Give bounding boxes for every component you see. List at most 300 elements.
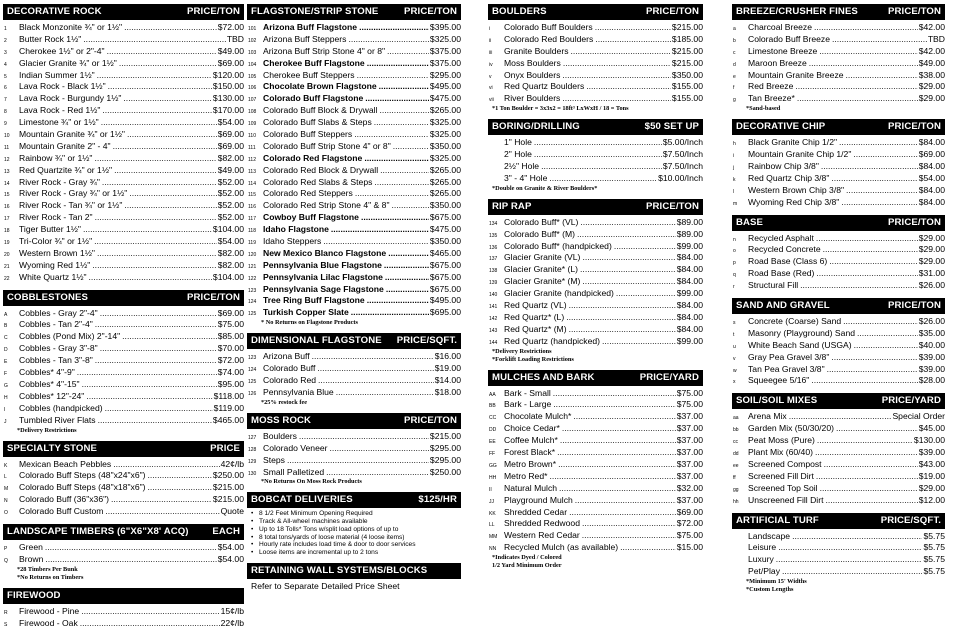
product-label: River Rock - Gray	[19, 176, 88, 187]
section-decorative-rock	[3, 4, 244, 284]
product-name	[504, 459, 676, 471]
product-label: Glacier Granite*	[504, 264, 566, 275]
product-price: $325.00	[429, 152, 461, 163]
product-name	[263, 351, 434, 363]
product-label: Squeegee 5/16"	[748, 375, 810, 386]
product-label: Mountain Granite Chip 1/2"	[748, 149, 852, 160]
product-name	[263, 455, 429, 467]
item-code: vii	[489, 97, 494, 104]
column-4	[732, 4, 945, 594]
product-label: White Beach Sand (USGA)	[748, 339, 852, 350]
product-price: $26.00	[918, 280, 945, 291]
bobcat-note: • Track & All-wheel machines available	[247, 518, 461, 526]
section-header	[732, 298, 945, 314]
product-label: Colorado Buff Block & Drywall	[263, 105, 378, 116]
section-footnote: *1 Ton Boulder = 3x3x2 = 18ft³ LxWxH / 18 = Tons	[492, 105, 629, 113]
product-label: Colorado Red Boulders	[504, 33, 594, 44]
product-price: $84.00	[676, 276, 703, 287]
product-label: Colorado Buff Steppers	[263, 129, 353, 140]
product-row	[488, 264, 703, 276]
item-code: 130	[248, 470, 257, 477]
product-label: Chocolate Mulch*	[504, 411, 572, 422]
column-2	[247, 4, 461, 592]
product-price: $49.00	[217, 45, 244, 56]
item-code: 140	[489, 292, 498, 299]
item-code: 114	[248, 180, 256, 187]
item-code: x	[733, 379, 736, 386]
bobcat-note: • Loose items are incremental up to 2 tons	[247, 549, 461, 557]
product-price: $325.00	[429, 117, 461, 128]
item-code: II	[489, 486, 492, 493]
product-name	[263, 200, 429, 212]
section-title: BASE	[736, 216, 764, 228]
item-code: 22	[4, 275, 10, 282]
item-code: 136	[489, 244, 498, 251]
product-price: $84.00	[918, 137, 945, 148]
product-name	[19, 494, 212, 506]
product-row	[247, 260, 461, 272]
section-footnote: *No Returns on Timbers	[17, 573, 84, 581]
item-code: 2	[4, 37, 7, 44]
item-code: vi	[489, 85, 493, 92]
product-name	[263, 93, 429, 105]
product-label: Lava Rock - Burgundy	[19, 93, 105, 104]
product-row	[3, 177, 244, 189]
product-label: Shredded Cedar	[504, 506, 568, 517]
item-code: 144	[489, 339, 498, 346]
product-label: Brown	[19, 553, 44, 564]
product-label: Luxury	[748, 554, 774, 565]
product-price: $84.00	[676, 300, 703, 311]
product-label: Onyx Boulders	[504, 69, 561, 80]
section-title: MOSS ROCK	[251, 414, 312, 426]
product-name	[748, 447, 918, 459]
product-label: 3" - 4" Hole	[504, 172, 548, 183]
product-name	[504, 447, 676, 459]
section-title: BOBCAT DELIVERIES	[251, 494, 353, 506]
section-mulches-and-bark	[488, 370, 703, 570]
product-label: Colorado Buff Slabs & Steps	[263, 117, 372, 128]
item-code: 125	[248, 311, 257, 318]
product-name	[263, 307, 429, 319]
product-label: Lava Rock - Red	[19, 105, 84, 116]
product-name	[504, 423, 676, 435]
product-row	[3, 224, 244, 236]
section-price-heading: PRICE/TON	[646, 6, 699, 17]
item-code: u	[733, 343, 736, 350]
product-name	[748, 268, 918, 280]
product-size: (VL)	[562, 216, 579, 227]
section-landscape-timbers-6-x6-x8-acq	[3, 524, 244, 582]
product-row	[488, 411, 703, 423]
product-price: $37.00	[676, 458, 703, 469]
product-name	[19, 391, 213, 403]
product-label: Colorado Buff Steps (48"x18"x6")	[19, 482, 146, 493]
product-row	[732, 256, 945, 268]
product-name	[263, 248, 429, 260]
product-row	[732, 554, 945, 566]
section-price-heading: $125/HR	[418, 494, 457, 506]
item-code: j	[733, 165, 735, 172]
bobcat-note: • Hourly rate includes load time & door to door services	[247, 541, 461, 549]
product-size: ¾" or 1½"	[84, 22, 123, 32]
product-label: Black Granite Chip 1/2"	[748, 137, 838, 148]
product-size: 2"-14"	[96, 331, 121, 342]
product-name	[504, 435, 676, 447]
bobcat-note: • 8 total tons/yards of loose material (4 loose items)	[247, 534, 461, 542]
item-code: 20	[4, 251, 10, 258]
item-code: O	[4, 510, 8, 517]
section-price-heading: PRICE/TON	[404, 6, 457, 17]
product-price: $82.00	[217, 259, 244, 270]
section-title: LANDSCAPE TIMBERS (6"X6"X8' ACQ)	[7, 525, 189, 537]
product-row	[732, 46, 945, 58]
product-size: ¾" or 1½"	[84, 200, 123, 211]
product-price: $29.00	[918, 93, 945, 104]
product-label: Bark - Large	[504, 399, 552, 410]
product-name	[19, 403, 213, 415]
product-row	[732, 149, 945, 161]
section-bobcat-deliveries	[247, 492, 461, 556]
item-code: NN	[489, 546, 497, 553]
product-row	[732, 316, 945, 328]
product-name	[19, 46, 217, 58]
product-row	[488, 435, 703, 447]
item-code: 106	[248, 85, 257, 92]
product-row	[247, 212, 461, 224]
column-3	[488, 4, 703, 570]
product-size: 1½"	[71, 271, 87, 282]
product-label: Lava Rock - Black	[19, 81, 89, 92]
product-name	[504, 336, 676, 348]
product-label: Arizona Buff Strip Stone	[263, 45, 355, 56]
section-price-heading: PRICE/SQFT.	[880, 514, 941, 526]
item-code: ii	[489, 37, 492, 44]
product-price: $75.00	[676, 530, 703, 541]
product-name	[263, 467, 429, 479]
product-name	[19, 319, 217, 331]
item-code: D	[4, 347, 8, 354]
refer-note: Refer to Separate Detailed Price Sheet	[251, 580, 400, 591]
item-code: 4	[4, 61, 7, 68]
product-label: River Boulders	[504, 93, 561, 104]
product-label: Metro Red*	[504, 470, 548, 481]
item-code: AA	[489, 391, 496, 398]
product-price: $675.00	[429, 212, 461, 223]
product-name	[748, 46, 918, 58]
item-code: m	[733, 200, 738, 207]
product-price: $39.00	[918, 351, 945, 362]
product-row	[247, 153, 461, 165]
product-name	[19, 331, 217, 343]
section-title: BOULDERS	[492, 6, 547, 17]
product-price: $38.00	[918, 69, 945, 80]
product-row	[247, 387, 461, 399]
product-price: $5.75	[923, 542, 945, 553]
product-row	[3, 494, 244, 506]
product-row	[247, 351, 461, 363]
product-row	[488, 46, 703, 58]
section-header	[3, 588, 244, 604]
product-name	[504, 483, 676, 495]
product-name	[748, 316, 918, 328]
item-code: 104	[248, 61, 257, 68]
product-name	[748, 81, 918, 93]
product-row	[488, 471, 703, 483]
product-row	[732, 435, 945, 447]
item-code: i	[733, 153, 735, 160]
section-footnote: *Sand-based	[746, 105, 781, 113]
product-price: $5.00/Inch	[662, 137, 703, 148]
item-code: l	[733, 188, 735, 195]
product-name	[748, 364, 918, 376]
product-price: $99.00	[676, 240, 703, 251]
item-code: 101	[248, 26, 257, 32]
product-row	[732, 173, 945, 185]
product-price: $95.00	[217, 378, 244, 389]
item-code: E	[4, 359, 8, 366]
product-row	[732, 375, 945, 387]
product-name	[19, 224, 212, 236]
product-label: Western Red Cedar	[504, 530, 580, 541]
product-row	[488, 324, 703, 336]
product-price: $375.00	[429, 45, 461, 56]
product-name	[748, 233, 918, 245]
product-row	[3, 470, 244, 482]
product-label: Colorado Buff Strip Stone	[263, 140, 361, 151]
product-price: $350.00	[429, 140, 461, 151]
product-row	[247, 81, 461, 93]
product-row	[732, 483, 945, 495]
product-name	[504, 276, 676, 288]
product-name	[19, 153, 217, 165]
product-label: Glacier Granite	[504, 288, 562, 299]
item-code: v	[733, 355, 736, 362]
product-label: Cobbles*	[19, 390, 54, 401]
section-header	[488, 119, 703, 135]
item-code: 112	[248, 156, 256, 163]
item-code: 119	[248, 240, 256, 247]
item-code: 7	[4, 97, 7, 104]
product-name	[504, 34, 671, 46]
product-label: Western Brown	[19, 247, 78, 258]
product-name	[504, 149, 662, 161]
item-code: 123	[248, 355, 257, 362]
item-code: K	[4, 462, 8, 469]
section-boring-drilling	[488, 119, 703, 193]
product-row	[488, 459, 703, 471]
section-footnote: *Indicates Dyed / Colored	[492, 554, 562, 562]
item-code: ff	[733, 474, 736, 481]
product-size: (M)	[567, 276, 581, 287]
product-row	[3, 542, 244, 554]
product-price: $185.00	[671, 33, 703, 44]
product-row	[247, 58, 461, 70]
product-name	[19, 129, 217, 141]
product-label: Tan Breeze*	[748, 93, 795, 104]
item-code: P	[4, 545, 8, 552]
product-name	[263, 165, 429, 177]
item-code: 21	[4, 263, 10, 270]
product-price: $69.00	[217, 140, 244, 151]
product-price: 22¢/lb	[220, 617, 244, 628]
product-label: Colorado Buff Steps (48"x24"x6")	[19, 470, 146, 481]
product-name	[504, 399, 676, 411]
product-price: $54.00	[217, 553, 244, 564]
product-name	[19, 105, 212, 117]
section-title: FIREWOOD	[7, 589, 61, 601]
product-label: Pennsylvania Sage Flagstone	[263, 283, 384, 294]
product-name	[748, 542, 922, 554]
product-price: $475.00	[429, 224, 461, 235]
product-label: Screened Compost	[748, 458, 822, 469]
product-price: $215.00	[429, 430, 461, 441]
section-retaining-wall-systems-blocks	[247, 563, 461, 592]
product-price: $72.00	[217, 22, 244, 32]
product-price: $118.00	[213, 390, 244, 401]
product-price: $19.00	[434, 363, 461, 374]
product-price: Special Order	[892, 411, 945, 422]
product-label: Red Quartz*	[504, 311, 552, 322]
item-code: 127	[248, 434, 257, 441]
product-label: Playground Mulch	[504, 494, 573, 505]
product-name	[748, 423, 918, 435]
item-code: FF	[489, 451, 496, 458]
section-footnote: *28 Timbers Per Bunk	[17, 565, 78, 573]
product-name	[748, 280, 918, 292]
product-row	[488, 137, 703, 149]
product-label: Charcoal Breeze	[748, 22, 813, 32]
product-label: Chocolate Brown Flagstone	[263, 81, 377, 92]
product-label: Red Quartz Chip 3/8"	[748, 172, 830, 183]
section-header	[3, 290, 244, 306]
item-code: 16	[4, 204, 10, 211]
product-price: $99.00	[676, 335, 703, 346]
product-name	[504, 324, 676, 336]
product-label: 1" Hole	[504, 137, 532, 148]
product-price: $89.00	[676, 216, 703, 227]
item-code: 117	[248, 216, 256, 223]
product-label: Colorado Buff Custom	[19, 506, 104, 517]
section-title: DECORATIVE ROCK	[7, 6, 102, 17]
item-code: 6	[4, 85, 7, 92]
product-label: Garden Mix (50/30/20)	[748, 423, 834, 434]
product-name	[504, 411, 676, 423]
product-label: Colorado Buff	[263, 363, 316, 374]
product-name	[504, 507, 676, 519]
product-label: Cobbles - Tan	[19, 355, 72, 366]
product-row	[247, 307, 461, 319]
product-row	[3, 129, 244, 141]
section-sand-and-gravel	[732, 298, 945, 387]
product-label: Screened Fill Dirt	[748, 470, 814, 481]
section-header	[732, 215, 945, 231]
product-size: 1½" or 2"-4"	[58, 45, 105, 56]
product-row	[3, 355, 244, 367]
item-code: CC	[489, 415, 497, 422]
product-label: Mountain Granite	[19, 129, 85, 140]
section-header	[3, 4, 244, 20]
product-row	[3, 236, 244, 248]
product-name	[748, 483, 918, 495]
product-name	[19, 236, 217, 248]
product-row	[488, 252, 703, 264]
product-price: $69.00	[217, 57, 244, 68]
product-name	[748, 256, 918, 268]
product-price: Quote	[220, 506, 244, 517]
product-name	[748, 161, 918, 173]
product-label: Tan Pea Gravel 3/8"	[748, 363, 825, 374]
product-row	[488, 22, 703, 34]
product-row	[3, 188, 244, 200]
product-price: 15¢/lb	[220, 605, 244, 616]
item-code: 124	[248, 299, 257, 306]
product-price: $54.00	[217, 236, 244, 247]
product-label: Turkish Copper Slate	[263, 307, 349, 318]
product-price: $37.00	[676, 447, 703, 458]
item-code: 3	[4, 49, 7, 56]
product-price: $7.50/Inch	[662, 161, 703, 172]
product-row	[247, 455, 461, 467]
product-label: 2½" Hole	[504, 161, 540, 172]
product-size: ¾" or 1½"	[54, 236, 93, 247]
product-row	[247, 177, 461, 189]
product-name	[504, 542, 676, 554]
product-price: $40.00	[918, 339, 945, 350]
product-label: Colorado Buff Breeze	[748, 33, 831, 44]
item-code: d	[733, 61, 736, 68]
product-size: 3"-8"	[79, 343, 98, 354]
product-price: TBD	[927, 33, 945, 44]
product-label: Colorado Red Steppers	[263, 188, 353, 199]
product-name	[19, 355, 217, 367]
section-boulders	[488, 4, 703, 113]
product-label: River Rock - Gray	[19, 188, 88, 199]
section-specialty-stone	[3, 441, 244, 518]
product-name	[504, 264, 676, 276]
product-size: (VL)	[550, 300, 567, 311]
product-row	[3, 506, 244, 518]
product-size: ¾" or 1½"	[74, 164, 113, 175]
section-price-heading: EACH	[212, 525, 240, 537]
product-label: Arizona Buff	[263, 351, 310, 362]
section-header	[488, 4, 703, 20]
product-size: 12"-24"	[56, 390, 85, 401]
product-price: $7.50/Inch	[662, 149, 703, 160]
product-price: $52.00	[217, 200, 244, 211]
product-name	[19, 93, 212, 105]
item-code: 120	[248, 251, 257, 258]
product-price: $475.00	[429, 93, 461, 104]
product-price: $39.00	[918, 447, 945, 458]
product-name	[748, 352, 918, 364]
product-row	[732, 471, 945, 483]
product-size: 4" or 8"	[356, 45, 386, 56]
product-price: $42.00	[918, 45, 945, 56]
product-label: Colorado Buff*	[504, 228, 560, 239]
product-name	[263, 22, 429, 34]
product-row	[3, 391, 244, 403]
product-price: $84.00	[676, 252, 703, 263]
product-row	[3, 319, 244, 331]
product-row	[247, 188, 461, 200]
item-code: c	[733, 49, 736, 56]
item-code: n	[733, 236, 736, 243]
product-name	[19, 459, 220, 471]
product-label: Bark - Small	[504, 387, 551, 398]
product-label: Red Quartz	[504, 300, 548, 311]
item-code: DD	[489, 427, 497, 434]
